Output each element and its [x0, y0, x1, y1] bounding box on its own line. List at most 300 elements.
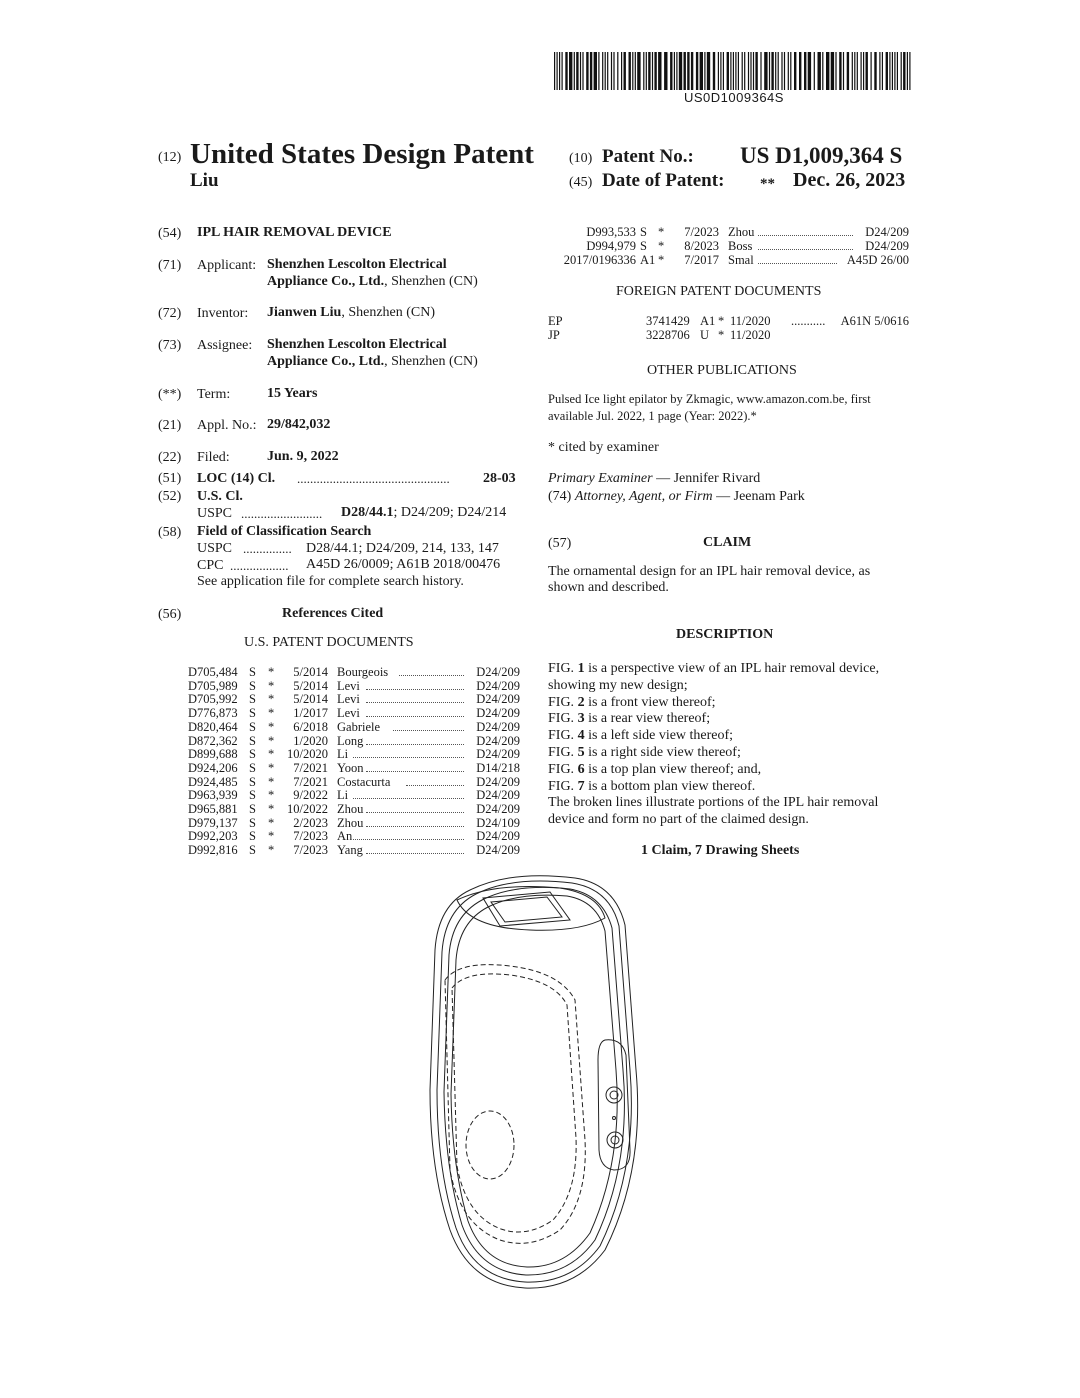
barcode-bar	[687, 52, 689, 90]
primary-examiner: Primary Examiner — Jennifer Rivard	[548, 471, 761, 486]
barcode-bar	[624, 52, 626, 90]
ref-dots	[758, 254, 837, 264]
document-title: United States Design Patent	[190, 138, 534, 170]
ref-dots	[393, 721, 464, 731]
barcode-bar	[818, 52, 821, 90]
barcode-text: US0D1009364S	[684, 90, 784, 105]
ref-class: D24/209	[476, 829, 520, 844]
ref-date: 5/2014	[293, 692, 328, 707]
barcode-bar	[720, 52, 721, 90]
invention-title: IPL HAIR REMOVAL DEVICE	[197, 225, 392, 240]
ref-doc-number: D924,206	[188, 760, 238, 775]
code-term: (**)	[158, 387, 182, 402]
ref-star: *	[268, 719, 275, 734]
fig-number: 6	[577, 761, 585, 777]
fig-text: device and form no part of the claimed design.	[548, 812, 809, 828]
other-pubs-heading: OTHER PUBLICATIONS	[647, 363, 797, 378]
us-reference-row	[188, 734, 520, 748]
ref-doc-number: D963,939	[188, 788, 238, 803]
foreign-kind: U	[700, 328, 710, 342]
ref-star: *	[268, 774, 275, 789]
fig-number: 3	[577, 711, 585, 727]
claims-summary: 1 Claim, 7 Drawing Sheets	[641, 843, 800, 858]
ref-class: D24/209	[476, 747, 520, 762]
barcode-bar	[879, 52, 880, 90]
barcode-bar	[903, 52, 905, 90]
description-line	[548, 745, 741, 761]
barcode-bar	[874, 52, 876, 90]
barcode-bar	[607, 52, 608, 90]
barcode-bar	[611, 52, 612, 90]
ref-name: Zhou	[337, 815, 364, 830]
ref-name: Li	[337, 747, 349, 762]
ref-kind: S	[249, 829, 256, 844]
fig-prefix: FIG.	[548, 745, 578, 760]
foreign-dots: ...........	[791, 314, 826, 328]
barcode-bar	[704, 52, 705, 90]
barcode-bar	[909, 52, 910, 90]
barcode-bar	[654, 52, 656, 90]
inventor-value: Jianwen Liu, Shenzhen (CN)	[267, 305, 436, 320]
us-reference-row	[188, 692, 520, 706]
fig-number: 1	[577, 661, 585, 676]
us-reference-row	[548, 225, 909, 239]
ref-date: 2/2023	[293, 815, 328, 830]
us-reference-row	[188, 775, 520, 789]
barcode-bar	[750, 52, 751, 90]
barcode-bar	[871, 52, 872, 90]
ref-class: D24/209	[476, 733, 520, 748]
barcode-bar	[897, 52, 898, 90]
assignee-line2: Appliance Co., Ltd., Shenzhen (CN)	[267, 354, 478, 369]
foreign-kind: A1	[700, 314, 716, 328]
barcode-bar	[907, 52, 908, 90]
ref-class: D24/209	[476, 788, 520, 803]
code-51: (51)	[158, 471, 182, 486]
ref-dots	[399, 666, 464, 676]
barcode-bar	[582, 52, 583, 90]
ref-dots	[758, 240, 853, 250]
barcode-bar	[684, 52, 686, 90]
ref-date: 5/2014	[293, 665, 328, 679]
description-line	[548, 695, 716, 711]
code-45: (45)	[569, 175, 593, 190]
ref-dots	[353, 748, 464, 758]
ref-star: *	[268, 665, 275, 679]
description-line	[548, 795, 878, 811]
barcode-bar	[886, 52, 888, 90]
barcode-bar	[771, 52, 773, 90]
applicant-label: Applicant:	[197, 258, 257, 273]
barcode-bar	[733, 52, 734, 90]
barcode-bar	[643, 52, 644, 90]
references-cited-heading: References Cited	[282, 606, 384, 621]
barcode-bar	[788, 52, 789, 90]
ref-kind: S	[249, 788, 256, 803]
ref-class: D24/209	[476, 706, 520, 721]
description-line	[548, 711, 710, 727]
foreign-patent-row	[548, 314, 909, 328]
barcode-bar	[730, 52, 731, 90]
barcode-bar	[648, 52, 650, 90]
ref-name: Levi	[337, 692, 360, 707]
fig-prefix: FIG.	[548, 661, 578, 676]
claim-heading: CLAIM	[703, 535, 752, 550]
barcode-bar	[602, 52, 603, 90]
barcode-bar	[748, 52, 749, 90]
ref-date: 5/2014	[293, 678, 328, 693]
filed-label: Filed:	[197, 450, 230, 465]
ref-date: 10/2022	[287, 802, 328, 816]
code-73: (73)	[158, 338, 182, 353]
patent-no-label: Patent No.:	[602, 146, 694, 167]
fig-number: 7	[577, 778, 585, 794]
inventor-label: Inventor:	[197, 306, 249, 321]
barcode-bar	[889, 52, 890, 90]
us-reference-row	[188, 747, 520, 761]
ref-star: *	[268, 843, 275, 858]
claim-line2: shown and described.	[548, 580, 669, 595]
barcode-bar	[826, 52, 829, 90]
ref-name: Smal	[728, 253, 754, 267]
ref-class: D24/209	[476, 719, 520, 734]
ref-kind: S	[640, 225, 647, 239]
barcode-bar	[738, 52, 739, 90]
barcode-bar	[882, 52, 883, 90]
ref-doc-number: D993,533	[586, 225, 636, 239]
other-pub-line2: available Jul. 2022, 1 page (Year: 2022).*	[548, 409, 757, 423]
barcode-bar	[852, 52, 853, 90]
ref-kind: S	[249, 678, 256, 693]
ref-star: *	[268, 829, 275, 844]
assignee-label: Assignee:	[197, 338, 253, 353]
barcode-bar	[674, 52, 675, 90]
date-of-patent-label: Date of Patent:	[602, 170, 725, 191]
barcode-bar	[554, 52, 555, 90]
appl-no-value: 29/842,032	[267, 417, 331, 432]
assignee-line1: Shenzhen Lescolton Electrical	[267, 337, 447, 352]
us-cl-uspc-label: USPC	[197, 506, 233, 521]
barcode-bar	[629, 52, 631, 90]
ref-kind: S	[249, 815, 256, 830]
code-54: (54)	[158, 226, 182, 241]
ref-name: Levi	[337, 706, 360, 721]
ref-name: Costacurta	[337, 774, 391, 789]
ref-dots	[353, 789, 464, 799]
code-71: (71)	[158, 258, 182, 273]
us-reference-row	[188, 706, 520, 720]
field-cpc-dots: ..................	[230, 558, 289, 573]
ref-star: *	[658, 239, 665, 253]
barcode-bar	[790, 52, 791, 90]
barcode-bar	[854, 52, 855, 90]
ref-kind: S	[249, 719, 256, 734]
us-patent-docs-heading: U.S. PATENT DOCUMENTS	[244, 635, 414, 650]
barcode-bar	[586, 52, 588, 90]
barcode-bar	[755, 52, 757, 90]
ref-kind: S	[249, 706, 256, 721]
ref-class: A45D 26/00	[846, 253, 909, 267]
ref-date: 7/2021	[293, 774, 328, 789]
us-cl-uspc-dots: .........................	[241, 506, 323, 521]
foreign-date: 11/2020	[730, 314, 771, 328]
barcode-bar	[778, 52, 779, 90]
appl-no-label: Appl. No.:	[197, 418, 257, 433]
barcode-bar	[847, 52, 849, 90]
ref-class: D24/209	[476, 843, 520, 858]
ref-name: An	[337, 829, 353, 844]
us-cl-uspc-value: D28/44.1; D24/209; D24/214	[341, 505, 507, 520]
ref-doc-number: D705,992	[188, 692, 238, 707]
foreign-date: 11/2020	[730, 328, 771, 342]
ref-doc-number: 2017/0196336	[563, 253, 636, 267]
patent-date: Dec. 26, 2023	[793, 169, 906, 191]
code-57: (57)	[548, 536, 572, 551]
ref-kind: S	[249, 747, 256, 762]
barcode-bar	[598, 52, 599, 90]
ref-kind: S	[249, 733, 256, 748]
us-reference-row	[188, 665, 520, 679]
barcode-bar	[894, 52, 895, 90]
ref-kind: S	[249, 802, 256, 816]
description-heading: DESCRIPTION	[676, 627, 774, 642]
barcode-bar	[576, 52, 578, 90]
fig-number: 5	[577, 745, 585, 760]
fig-prefix: FIG.	[548, 778, 578, 794]
code-21: (21)	[158, 418, 182, 433]
barcode-bar	[670, 52, 672, 90]
field-search-label: Field of Classification Search	[197, 524, 372, 539]
field-search-note: See application file for complete search history.	[197, 574, 464, 589]
ref-date: 1/2017	[293, 706, 328, 721]
ref-name: Long	[337, 733, 364, 748]
us-reference-row	[188, 761, 520, 775]
description-line	[548, 661, 879, 677]
ref-dots	[366, 680, 464, 690]
barcode-bar	[635, 52, 636, 90]
fig-text: is a top plan view thereof; and,	[584, 761, 762, 777]
fig-text: is a perspective view of an IPL hair removal device,	[584, 661, 880, 676]
barcode-bar	[857, 52, 858, 90]
loc-label: LOC (14) Cl.	[197, 471, 276, 486]
barcode-bar	[753, 52, 754, 90]
foreign-doc: 3228706	[646, 328, 690, 342]
barcode-bar	[676, 52, 677, 90]
ref-name: Li	[337, 788, 349, 803]
ref-class: D24/209	[476, 692, 520, 707]
fig-prefix: FIG.	[548, 711, 578, 727]
ref-doc-number: D992,816	[188, 843, 238, 858]
barcode-bar	[760, 52, 761, 90]
ref-name: Bourgeois	[337, 665, 389, 679]
barcode-bar	[727, 52, 729, 90]
barcode-bar	[652, 52, 653, 90]
barcode-bar	[781, 52, 782, 90]
barcode-bar	[696, 52, 698, 90]
barcode-bar	[632, 52, 633, 90]
ref-kind: S	[249, 760, 256, 775]
barcode-bar	[590, 52, 592, 90]
ref-name: Yoon	[337, 760, 364, 775]
term-label: Term:	[197, 387, 231, 402]
barcode-bar	[646, 52, 647, 90]
us-reference-row	[188, 843, 520, 857]
us-reference-row	[188, 788, 520, 802]
barcode-bar	[814, 52, 815, 90]
ref-doc-number: D924,485	[188, 774, 238, 789]
ref-dots	[366, 817, 464, 827]
barcode-bar	[861, 52, 862, 90]
us-reference-row	[188, 679, 520, 693]
code-22: (22)	[158, 450, 182, 465]
description-line	[548, 678, 688, 694]
ref-dots	[353, 830, 464, 840]
fig-text: showing my new design;	[548, 677, 688, 693]
ref-dots	[758, 226, 853, 236]
description-line	[548, 762, 761, 778]
field-cpc-label: CPC	[197, 558, 224, 573]
cited-by-examiner: * cited by examiner	[548, 440, 659, 455]
ref-kind: S	[249, 774, 256, 789]
fig-text: is a front view thereof;	[584, 694, 716, 710]
ref-class: D24/209	[476, 774, 520, 789]
ref-star: *	[268, 692, 275, 707]
barcode-bar	[775, 52, 776, 90]
ref-dots	[366, 844, 464, 854]
ref-class: D24/209	[865, 239, 909, 253]
ref-doc-number: D776,873	[188, 706, 238, 721]
barcode-bar	[804, 52, 806, 90]
barcode-bar	[679, 52, 682, 90]
ref-star: *	[268, 747, 275, 762]
code-56: (56)	[158, 607, 182, 622]
ref-doc-number: D872,362	[188, 733, 238, 748]
barcode-bar	[559, 52, 560, 90]
fig-number: 2	[577, 694, 585, 710]
barcode-bar	[742, 52, 743, 90]
fig-text: is a bottom plan view thereof.	[584, 778, 756, 794]
ref-date: 9/2022	[293, 788, 328, 803]
field-uspc-dots: ...............	[243, 541, 292, 556]
ref-star: *	[268, 788, 275, 803]
ref-dots	[366, 803, 464, 813]
barcode-bar	[574, 52, 575, 90]
barcode-bar	[713, 52, 715, 90]
ref-name: Gabriele	[337, 719, 381, 734]
us-reference-row	[548, 239, 909, 253]
ref-name: Boss	[728, 239, 753, 253]
device-drawing	[400, 870, 660, 1300]
barcode-bar	[769, 52, 770, 90]
applicant-line1: Shenzhen Lescolton Electrical	[267, 257, 447, 272]
ref-name: Yang	[337, 843, 363, 858]
barcode-bar	[594, 52, 597, 90]
ref-star: *	[658, 225, 665, 239]
fig-text: is a left side view thereof;	[584, 728, 734, 744]
barcode-bar	[658, 52, 661, 90]
fig-prefix: FIG.	[548, 728, 578, 744]
description-line	[548, 779, 755, 795]
other-pub-line1: Pulsed Ice light epilator by Zkmagic, www.amazon.com.be, first	[548, 392, 871, 406]
ref-doc-number: D994,979	[586, 239, 636, 253]
field-uspc-value: D28/44.1; D24/209, 214, 133, 147	[306, 541, 499, 556]
foreign-star: *	[718, 328, 725, 342]
barcode-bar	[700, 52, 703, 90]
ref-date: 1/2020	[293, 733, 328, 748]
barcode-bar	[901, 52, 902, 90]
ref-doc-number: D705,989	[188, 678, 238, 693]
barcode-bar	[866, 52, 868, 90]
attorney-line: (74) Attorney, Agent, or Firm — Jeenam Park	[548, 489, 805, 504]
ref-date: 6/2018	[293, 719, 328, 734]
barcode	[554, 52, 912, 90]
ref-dots	[406, 776, 464, 786]
ref-star: *	[268, 802, 275, 816]
ref-doc-number: D965,881	[188, 802, 238, 816]
us-cl-label: U.S. Cl.	[197, 489, 243, 504]
ref-date: 7/2023	[293, 843, 328, 858]
ref-doc-number: D979,137	[188, 815, 238, 830]
barcode-bar	[822, 52, 823, 90]
barcode-bar	[637, 52, 640, 90]
code-72: (72)	[158, 306, 182, 321]
barcode-bar	[691, 52, 693, 90]
barcode-bar	[839, 52, 841, 90]
barcode-bar	[664, 52, 667, 90]
foreign-doc: 3741429	[646, 314, 690, 328]
ref-star: *	[268, 706, 275, 721]
ref-star: *	[268, 733, 275, 748]
fig-text: is a right side view thereof;	[584, 745, 741, 760]
ref-date: 10/2020	[287, 747, 328, 762]
us-reference-row	[188, 829, 520, 843]
ref-doc-number: D899,688	[188, 747, 238, 762]
fig-prefix: FIG.	[548, 761, 578, 777]
barcode-bar	[557, 52, 558, 90]
barcode-bar	[569, 52, 572, 90]
field-uspc-label: USPC	[197, 541, 233, 556]
us-reference-row	[188, 802, 520, 816]
applicant-line2: Appliance Co., Ltd., Shenzhen (CN)	[267, 274, 478, 289]
ref-date: 8/2023	[684, 239, 719, 253]
ref-class: D24/109	[476, 815, 520, 830]
ref-class: D24/209	[476, 678, 520, 693]
code-58: (58)	[158, 525, 182, 540]
barcode-bar	[863, 52, 864, 90]
barcode-bar	[580, 52, 581, 90]
code-52: (52)	[158, 489, 182, 504]
ref-dots	[366, 707, 464, 717]
ref-kind: S	[640, 239, 647, 253]
ref-dots	[366, 735, 464, 745]
ref-kind: S	[249, 665, 256, 679]
ref-dots	[366, 762, 464, 772]
ref-star: *	[658, 253, 665, 267]
us-reference-row	[188, 816, 520, 830]
barcode-bar	[794, 52, 796, 90]
barcode-bar	[718, 52, 719, 90]
ref-kind: S	[249, 692, 256, 707]
loc-value: 28-03	[483, 471, 516, 486]
barcode-bar	[613, 52, 614, 90]
ref-date: 7/2023	[684, 225, 719, 239]
barcode-bar	[764, 52, 767, 90]
fig-text: is a rear view thereof;	[584, 711, 711, 727]
ref-class: D24/209	[476, 665, 520, 679]
patent-number: US D1,009,364 S	[740, 143, 903, 168]
ref-date: 7/2021	[293, 760, 328, 775]
barcode-bar	[744, 52, 745, 90]
